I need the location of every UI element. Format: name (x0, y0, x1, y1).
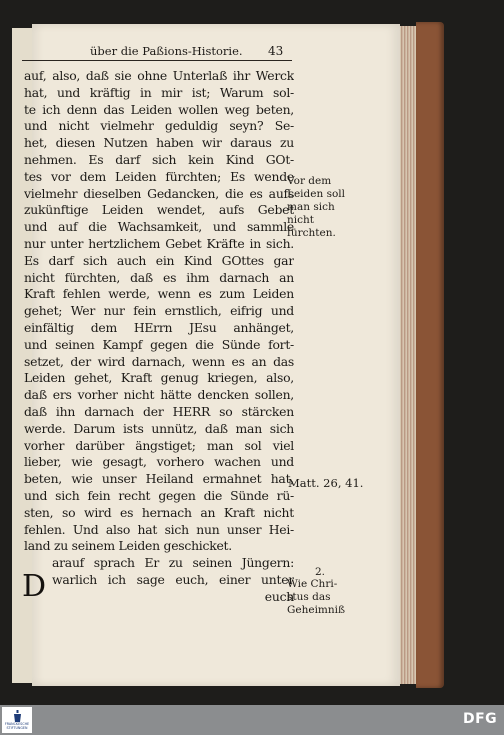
text-line: hat, und kräftig in mir ist; Warum sol- (24, 84, 294, 100)
text-line: Kraft fehlen werde, wenn es zum Leiden (24, 286, 294, 302)
text-line: land zu seinem Leiden geschicket. (24, 538, 232, 554)
margin-note-line: man sich (287, 201, 335, 213)
text-line: arauf sprach Er zu seinen Jüngern: (52, 555, 294, 571)
text-line: und auf die Wachsamkeit, und sammle (24, 219, 294, 235)
text-line: zukünftige Leiden wendet, aufs Gebet (24, 202, 294, 218)
text-line: daß ers vorher nicht hätte dencken sollen, (24, 387, 294, 403)
text-line: het, diesen Nutzen haben wir daraus zu (24, 135, 294, 151)
text-line: Es darf sich auch ein Kind GOttes gar (24, 252, 294, 268)
text-line: und seinen Kampf gegen die Sünde fort- (24, 336, 294, 352)
text-line: einfältig dem HErrn JEsu anhänget, (24, 319, 294, 335)
margin-reference: Matt. 26, 41. (288, 476, 364, 490)
text-line: nur unter hertzlichem Gebet Kräfte in sich. (24, 235, 294, 251)
header-rule (22, 60, 292, 61)
text-line: sten, so wird es hernach an Kraft nicht (24, 504, 294, 520)
book-cover (416, 22, 444, 688)
text-line: nehmen. Es darf sich kein Kind GOt- (24, 151, 294, 167)
viewer-footer (0, 705, 504, 735)
text-line: tes vor dem Leiden fürchten; Es wende (24, 168, 294, 184)
margin-note-line: nicht (287, 214, 314, 226)
margin-note-line: Vor dem (287, 175, 332, 187)
text-line: gehet; Wer nur fein ernstlich, eifrig und (24, 303, 294, 319)
drop-cap: D (22, 569, 47, 604)
text-line: lieber, wie gesagt, vorhero wachen und (24, 454, 294, 470)
institution-logo[interactable] (2, 707, 32, 733)
margin-note-line: Leiden soll (287, 188, 346, 200)
section-number: 2. (315, 566, 326, 578)
text-line: auf, also, daß sie ohne Unterlaß ihr Werck (24, 68, 294, 83)
dfg-logo[interactable]: DFG (463, 711, 498, 727)
text-line: fehlen. Und also hat sich nun unser Hei- (24, 521, 294, 537)
text-line: nicht fürchten, daß es ihm darnach an (24, 269, 294, 285)
running-header-title: über die Paßions-Historie. (90, 44, 243, 58)
text-line: und nicht vielmehr geduldig seyn? Se- (24, 118, 294, 134)
text-line: und sich fein recht gegen die Sünde rü- (24, 487, 294, 503)
margin-note-line: Geheimniß (287, 604, 346, 616)
text-line: beten, wie unser Heiland ermahnet hat, (24, 471, 294, 487)
text-line: daß ihn darnach der HERR so stärcken (24, 403, 294, 419)
margin-note (287, 578, 345, 617)
tower-icon (13, 710, 22, 722)
text-line: setzet, der wird darnach, wenn es an das (24, 353, 294, 369)
body-text (24, 68, 294, 606)
page-number: 43 (268, 44, 284, 58)
text-line: vielmehr dieselben Gedancken, die es aufs (24, 185, 294, 201)
margin-note (287, 175, 345, 240)
margin-note-line: stus das (287, 591, 331, 603)
text-line: vorher darüber ängstiget; man sol viel (24, 437, 294, 453)
margin-note-line: fürchten. (287, 227, 336, 239)
page-edges (400, 26, 416, 684)
margin-note-line: Wie Chri- (287, 578, 338, 590)
text-line: Leiden gehet, Kraft genug kriegen, also, (24, 370, 294, 386)
logo-text: FRANCKESCHE STIFTUNGEN (4, 722, 30, 730)
text-line: warlich ich sage euch, einer unter (52, 571, 294, 587)
text-line: te ich denn das Leiden wollen weg beten, (24, 101, 294, 117)
catchword: euch (264, 588, 294, 604)
text-line: werde. Darum ists unnütz, daß man sich (24, 420, 294, 436)
